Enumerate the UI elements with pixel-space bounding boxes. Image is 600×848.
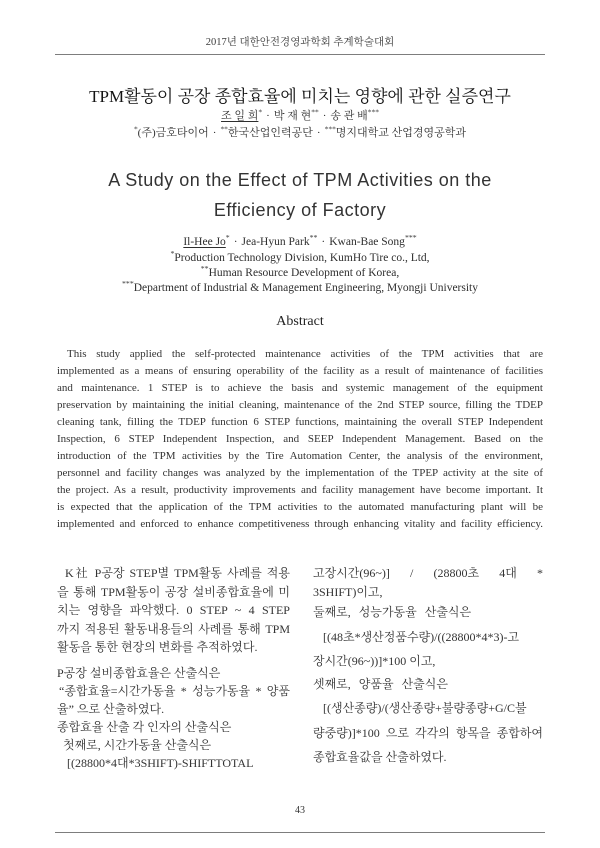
abstract-line: implemented and enforced to enhance competitiveness through enhancing vitality and facility efficiency. (57, 518, 543, 530)
author-name-en: Il-Hee Jo (183, 236, 226, 248)
author-name-ko: 송 관 배 (330, 110, 368, 122)
abstract-line: cleaning tank, filling the TDEP function 6 STEP functions, maintaining the overall STEP Independent (57, 416, 543, 428)
affiliation-separator: · (212, 127, 217, 139)
author-name-en: Kwan-Bae Song (329, 236, 405, 248)
abstract-line: is expected that the application of the TPM activities to the automated manufacturing plant will be (57, 501, 543, 513)
affiliation-list-ko (0, 126, 600, 140)
author-mark: *** (367, 107, 379, 117)
affiliation-mark: * (133, 124, 138, 134)
affiliation-ko: 한국산업인력공단 (227, 127, 313, 139)
body-text-line: 종합효율 산출 각 인자의 산출식은 (57, 720, 232, 734)
affiliation-separator: · (316, 127, 321, 139)
abstract-line: personnel and facility changes was analyzed by the implementation of the TPEP activity at the site of (57, 467, 543, 479)
page-number: 43 (295, 805, 305, 816)
abstract-heading: Abstract (276, 314, 324, 329)
author-name-ko: 조 일 희 (221, 110, 259, 122)
author-list-en (0, 235, 600, 250)
abstract-body (57, 346, 543, 533)
author-name-en: Jea-Hyun Park (241, 236, 310, 248)
formula-line: [(48초*생산정품수량)/((28800*4*3)-고 (323, 630, 520, 644)
body-text-line: 까지 적용된 활동내용들의 사례를 통해 TPM (57, 622, 290, 636)
body-text-line: 율” 으로 산출하였다. (57, 702, 165, 716)
author-list-ko (0, 109, 600, 123)
body-text-line: K社 P공장 STEP별 TPM활동 사례를 적용 (65, 566, 290, 580)
formula-line: 3SHIFT)이고, (313, 585, 383, 599)
affiliation-text: Production Technology Division, KumHo Tire co., Ltd, (174, 252, 430, 264)
body-text-line: 첫째로, 시간가동율 산출식은 (63, 738, 212, 752)
author-separator: · (321, 236, 326, 248)
author-separator: · (233, 236, 238, 248)
body-text-line: “종합효율=시간가동율 * 성능가동율 * 양품 (59, 684, 290, 698)
affiliation-text: Department of Industrial & Management Engineering, Myongji University (133, 282, 478, 294)
footer-rule (55, 832, 545, 833)
abstract-line: This study applied the self-protected maintenance activities of the TPM activities that are (67, 348, 543, 360)
formula-line: 량중량)]*100 으로 각각의 항목을 종합하여 (313, 726, 543, 740)
author-mark: * (225, 233, 230, 243)
paper-title-ko: TPM활동이 공장 종합효율에 미치는 영향에 관한 실증연구 (89, 87, 511, 106)
author-separator: · (322, 110, 327, 122)
abstract-line: Inspection, 6 STEP Independent Inspection, and SEEP Independent Management. Based on the (57, 433, 543, 445)
formula-line: 장시간(96~))]*100 이고, (313, 654, 436, 668)
abstract-line: and maintenance. 1 STEP is to achieve the basis and systemic management of the equipment (57, 382, 543, 394)
paper-title-en-line: Efficiency of Factory (213, 200, 387, 220)
affiliation-en (0, 251, 600, 266)
abstract-line: introduction of the TPM activities by the Tire Automation Center, the analysis of the environment, (57, 450, 543, 462)
affiliation-mark: *** (122, 279, 134, 289)
conference-header: 2017년 대한안전경영과학회 추계학술대회 (205, 37, 395, 48)
body-text-line: 종합효율값을 산출하였다. (313, 750, 447, 764)
affiliation-mark: ** (200, 264, 209, 274)
body-text-line: 활동을 통한 현장의 변화를 추적하였다. (57, 640, 258, 654)
header-rule (55, 54, 545, 55)
abstract-line: the project. As a result, productivity improvements and facility management have become important. It (57, 484, 543, 496)
affiliation-ko: 명지대학교 산업경영공학과 (335, 127, 467, 139)
body-text-line: 을 통해 TPM활동이 공장 설비종합효율에 미 (57, 585, 290, 599)
affiliation-mark: *** (324, 124, 336, 134)
affiliation-en (0, 266, 600, 281)
author-mark: ** (311, 107, 319, 117)
paper-title-en-line: A Study on the Effect of TPM Activities on the (108, 170, 492, 190)
author-mark: *** (404, 233, 417, 243)
affiliation-mark: * (170, 249, 175, 259)
author-name-ko: 박 재 현 (273, 110, 312, 122)
author-separator: · (266, 110, 270, 122)
body-text-line: 치는 영향을 파악했다. 0 STEP ~ 4 STEP (57, 603, 290, 617)
formula-line: 고장시간(96~)] / (28800초 4대 * (313, 566, 543, 580)
abstract-line: implemented as a means of ensuring operability of the facility as a result of maintenance of facilities (57, 365, 543, 377)
body-text-line: 둘째로, 성능가동율 산출식은 (313, 605, 472, 619)
abstract-line: preservation by maintaining the initial cleaning, maintenance of the 2nd STEP source, filling the TDEP (57, 399, 543, 411)
formula-line: [(생산종량)/(생산종량+불량종량+G/C불 (323, 701, 527, 715)
affiliation-en (0, 281, 600, 296)
affiliation-mark: ** (220, 124, 228, 134)
body-text-line: P공장 설비종합효율은 산출식은 (57, 666, 221, 680)
affiliation-ko: (주)금호타이어 (137, 127, 209, 139)
body-text-line: 셋째로, 양품율 산출식은 (313, 677, 448, 691)
author-mark: ** (309, 233, 318, 243)
author-mark: * (258, 107, 263, 117)
affiliation-text: Human Resource Development of Korea, (208, 267, 400, 279)
formula-line: [(28800*4대*3SHIFT)-SHIFTTOTAL (67, 756, 254, 770)
